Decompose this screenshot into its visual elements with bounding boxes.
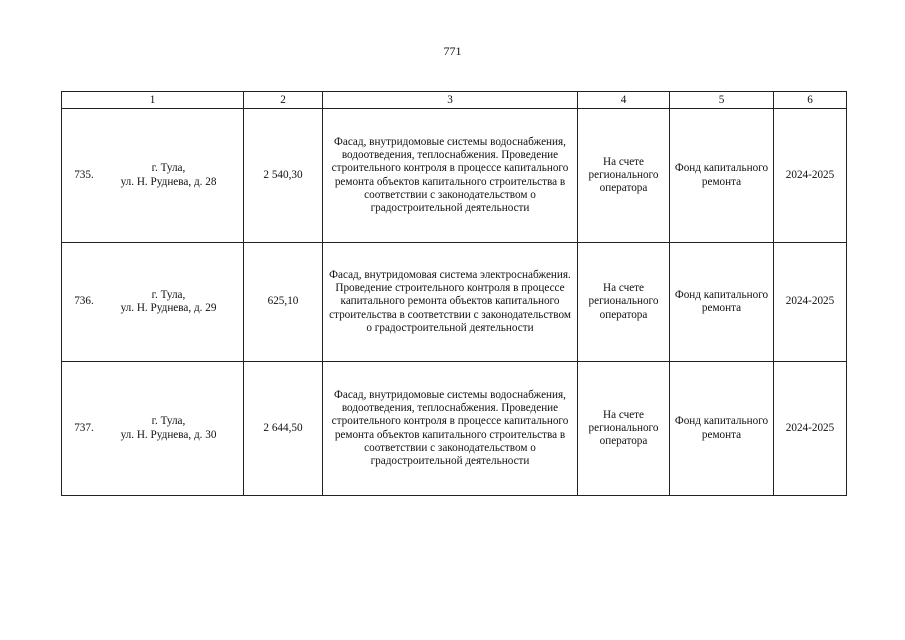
period-cell: 2024-2025 <box>774 243 847 362</box>
table-row <box>62 362 847 496</box>
fund-cell: Фонд капитального ремонта <box>670 362 774 496</box>
address-cell <box>62 362 244 496</box>
column-header: 1 <box>62 92 244 109</box>
address-city: г. Тула, <box>151 415 186 428</box>
table-header-row <box>62 92 847 109</box>
area-cell: 625,10 <box>244 243 323 362</box>
column-header: 2 <box>244 92 323 109</box>
address-street: ул. Н. Руднева, д. 29 <box>120 302 217 314</box>
area-cell: 2 540,30 <box>244 109 323 243</box>
account-cell: На счете регионального оператора <box>578 109 670 243</box>
work-description-cell: Фасад, внутридомовая система электроснабжения. Проведение строительного контроля в процессе капитального ремонта объектов капитального строительства в соответствии с законодательством о градостроительной деятельности <box>323 243 578 362</box>
column-header: 4 <box>578 92 670 109</box>
fund-cell: Фонд капитального ремонта <box>670 109 774 243</box>
row-number: 735. <box>74 168 94 181</box>
address-cell <box>62 109 244 243</box>
work-description-cell: Фасад, внутридомовые системы водоснабжения, водоотведения, теплоснабжения. Проведение строительного контроля в процессе капитального ремонта объектов капитального строительства в соответствии с законодательством о градостроительной деятельности <box>323 109 578 243</box>
address-cell <box>62 243 244 362</box>
account-cell: На счете регионального оператора <box>578 243 670 362</box>
table-row <box>62 243 847 362</box>
address-street: ул. Н. Руднева, д. 28 <box>120 175 217 188</box>
period-cell: 2024-2025 <box>774 109 847 243</box>
address-city: г. Тула, <box>151 162 186 175</box>
period-cell: 2024-2025 <box>774 362 847 496</box>
repair-schedule-table <box>61 91 847 496</box>
area-cell: 2 644,50 <box>244 362 323 496</box>
row-number: 736. <box>74 295 94 308</box>
row-number: 737. <box>74 421 94 434</box>
address-city: г. Тула, <box>151 288 186 301</box>
address-street: ул. Н. Руднева, д. 30 <box>120 428 217 441</box>
table-row <box>62 109 847 243</box>
account-cell: На счете регионального оператора <box>578 362 670 496</box>
fund-cell: Фонд капитального ремонта <box>670 243 774 362</box>
work-description-cell: Фасад, внутридомовые системы водоснабжения, водоотведения, теплоснабжения. Проведение строительного контроля в процессе капитального ремонта объектов капитального строительства в соответствии с законодательством о градостроительной деятельности <box>323 362 578 496</box>
column-header: 6 <box>774 92 847 109</box>
column-header: 3 <box>323 92 578 109</box>
column-header: 5 <box>670 92 774 109</box>
page-number: 771 <box>443 44 462 58</box>
